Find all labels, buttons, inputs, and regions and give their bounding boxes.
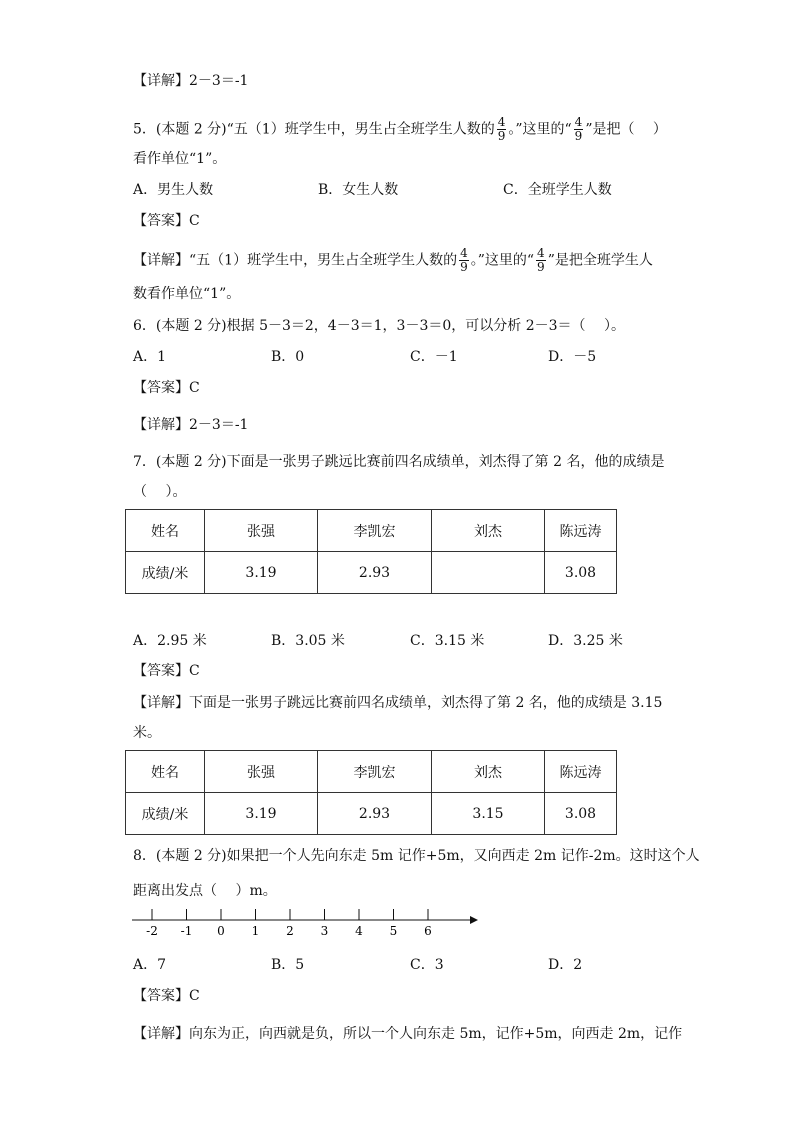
table-cell: 张强 bbox=[205, 510, 318, 552]
fraction-4-9: $\frac{4}{9}$ bbox=[574, 115, 583, 143]
table-cell bbox=[432, 552, 545, 594]
q5-option-a: A．男生人数 bbox=[133, 182, 214, 198]
q6-explanation: 【详解】2－3＝-1 bbox=[133, 417, 249, 433]
number-line-tick-label: 1 bbox=[251, 924, 260, 938]
q8-option-a: A．7 bbox=[133, 957, 167, 973]
q5-explanation-line1 bbox=[133, 247, 653, 274]
table-cell: 李凯宏 bbox=[318, 751, 432, 793]
table-cell: 成绩/米 bbox=[126, 793, 205, 835]
table-cell: 刘杰 bbox=[432, 510, 545, 552]
q6-answer: 【答案】C bbox=[133, 380, 200, 396]
number-line-tick-label: 2 bbox=[286, 924, 294, 938]
q6-option-b: B．0 bbox=[271, 349, 305, 365]
table-row bbox=[126, 510, 617, 552]
explanation-q4: 【详解】2－3＝-1 bbox=[133, 73, 249, 89]
q7-option-b: B．3.05 米 bbox=[271, 633, 345, 649]
table-row bbox=[126, 793, 617, 835]
question-7-line1: 7．(本题 2 分)下面是一张男子跳远比赛前四名成绩单，刘杰得了第 2 名，他的成绩是 bbox=[133, 454, 665, 470]
table-cell: 2.93 bbox=[318, 552, 432, 594]
q6-option-d: D．－5 bbox=[548, 349, 597, 365]
q6-option-a: A．1 bbox=[133, 349, 167, 365]
score-table-2 bbox=[125, 750, 617, 835]
number-line-tick-label: 0 bbox=[217, 924, 225, 938]
q5-explanation-line2: 数看作单位“1”。 bbox=[133, 286, 241, 302]
q7-option-a: A．2.95 米 bbox=[133, 633, 207, 649]
fraction-4-9: $\frac{4}{9}$ bbox=[460, 246, 468, 274]
q7-answer: 【答案】C bbox=[133, 663, 200, 679]
question-8-line2: 距离出发点（ ）m。 bbox=[133, 883, 277, 899]
question-5-line1 bbox=[133, 116, 667, 143]
table-cell: 李凯宏 bbox=[318, 510, 432, 552]
question-7-line2: （ ）。 bbox=[133, 484, 187, 500]
number-line-tick-label: 4 bbox=[355, 924, 363, 938]
number-line-tick-label: 5 bbox=[389, 924, 398, 938]
table-cell: 3.15 bbox=[432, 793, 545, 835]
number-line-ticks bbox=[146, 909, 432, 938]
table-cell: 3.19 bbox=[205, 793, 318, 835]
q8-explanation: 【详解】向东为正，向西就是负，所以一个人向东走 5m，记作+5m，向西走 2m，记作 bbox=[133, 1026, 683, 1042]
q7-option-d: D．3.25 米 bbox=[548, 633, 623, 649]
table-row bbox=[126, 552, 617, 594]
q7-explanation-line2: 米。 bbox=[133, 725, 161, 741]
q8-option-d: D．2 bbox=[548, 957, 583, 973]
table-cell: 3.19 bbox=[205, 552, 318, 594]
fraction-4-9: $\frac{4}{9}$ bbox=[537, 246, 545, 274]
table-cell: 刘杰 bbox=[432, 751, 545, 793]
q5-text-c: ”是把（ ） bbox=[585, 121, 667, 138]
question-8-line1: 8．(本题 2 分)如果把一个人先向东走 5m 记作+5m，又向西走 2m 记作-2m。这时这个人 bbox=[133, 848, 700, 864]
q7-option-c: C．3.15 米 bbox=[410, 633, 485, 649]
table-cell: 姓名 bbox=[126, 510, 205, 552]
number-line-tick-label: 3 bbox=[320, 924, 329, 938]
table-cell: 2.93 bbox=[318, 793, 432, 835]
q7-explanation-line1: 【详解】下面是一张男子跳远比赛前四名成绩单，刘杰得了第 2 名，他的成绩是 3.15 bbox=[133, 695, 663, 711]
question-5-line2: 看作单位“1”。 bbox=[133, 151, 227, 167]
number-line-tick-label: 6 bbox=[424, 924, 432, 938]
table-cell: 3.08 bbox=[545, 552, 617, 594]
score-table-1 bbox=[125, 509, 617, 594]
q5-exp-a: 【详解】“五（1）班学生中，男生占全班学生人数的 bbox=[133, 252, 458, 269]
q8-option-c: C．3 bbox=[410, 957, 444, 973]
q5-option-b: B．女生人数 bbox=[318, 182, 399, 198]
table-cell: 陈远涛 bbox=[545, 510, 617, 552]
q5-text-b: 。”这里的“ bbox=[508, 121, 572, 138]
q5-exp-b: 。”这里的“ bbox=[470, 252, 535, 269]
number-line-tick-label: -1 bbox=[180, 924, 193, 938]
q5-option-c: C．全班学生人数 bbox=[503, 182, 612, 198]
table-cell: 3.08 bbox=[545, 793, 617, 835]
table-row bbox=[126, 751, 617, 793]
q5-text-a: 5．(本题 2 分)“五（1）班学生中，男生占全班学生人数的 bbox=[133, 121, 495, 138]
table-cell: 成绩/米 bbox=[126, 552, 205, 594]
q5-answer: 【答案】C bbox=[133, 213, 200, 229]
q6-option-c: C．－1 bbox=[410, 349, 458, 365]
question-6: 6．(本题 2 分)根据 5－3＝2，4－3＝1，3－3＝0，可以分析 2－3＝（ ）。 bbox=[133, 318, 625, 334]
number-line-tick-label: -2 bbox=[146, 924, 158, 938]
table-cell: 陈远涛 bbox=[545, 751, 617, 793]
table-cell: 姓名 bbox=[126, 751, 205, 793]
table-cell: 张强 bbox=[205, 751, 318, 793]
arrow-right-icon bbox=[470, 916, 478, 924]
q8-option-b: B．5 bbox=[271, 957, 305, 973]
number-line bbox=[132, 903, 482, 943]
fraction-4-9: $\frac{4}{9}$ bbox=[497, 115, 506, 143]
q5-exp-c: ”是把全班学生人 bbox=[547, 252, 653, 269]
q8-answer: 【答案】C bbox=[133, 988, 200, 1004]
